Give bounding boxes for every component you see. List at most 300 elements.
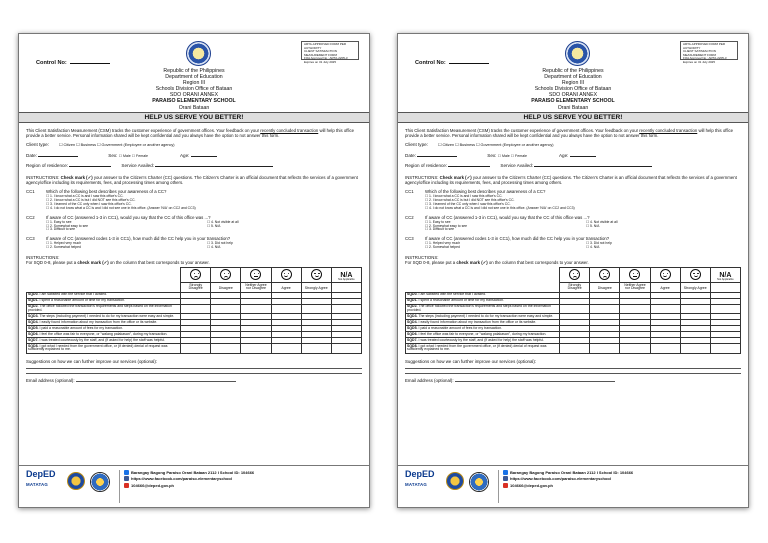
email-icon: [124, 483, 129, 488]
form-header: [405, 38, 741, 112]
date-field[interactable]: [417, 153, 457, 157]
client-type-option: Citizen: [63, 143, 76, 148]
strongly-disagree-header: [181, 268, 211, 283]
cc-option[interactable]: ☐ 4. I do not know what a CC is and I did not see one in this office. (Answer 'N/A' on CC2 and CC3): [425, 205, 575, 210]
sqd-rating-cell[interactable]: [710, 304, 740, 314]
sex-option: Female: [515, 153, 527, 158]
school-address: Barangay Bagong Paraiso Orani Bataan 2112 I School ID: 104666: [510, 470, 634, 475]
very-sad-face-icon: [190, 269, 201, 280]
sqd-text: I got what I needed from the government office, or (if denied) denial of request was sufficiently explained to me.: [28, 343, 168, 352]
sqd-table: [405, 267, 741, 354]
cc-tag: CC2: [26, 214, 35, 220]
sqd-blank-header: [27, 268, 181, 283]
client-type-option: Business: [459, 143, 475, 148]
sqd-code: SQD2.: [407, 304, 418, 309]
sex-option: Female: [136, 153, 148, 158]
location-pin-icon: [124, 470, 129, 475]
banner-title: HELP US SERVE YOU BETTER!: [19, 112, 369, 123]
sqd-row: [406, 344, 741, 354]
sqd-code: SQD6.: [407, 331, 418, 336]
date-sex-age-row: [405, 153, 741, 160]
sqd-rating-cell[interactable]: [620, 344, 650, 354]
sqd-blank-header: [406, 283, 560, 293]
bagong-pilipinas-logo-icon: [67, 472, 85, 490]
sqd-body: [406, 292, 741, 353]
school-contact-info: [119, 470, 254, 503]
region-label: Region of residence:: [26, 163, 69, 169]
control-number-label: Control No:: [36, 60, 67, 66]
na-header: [331, 268, 361, 283]
school-address: Barangay Bagong Paraiso Orani Bataan 2112 I School ID: 104666: [131, 470, 255, 475]
sqd-rating-cell[interactable]: [620, 304, 650, 314]
neutral-face-icon: [629, 269, 640, 280]
sqd-text: I was treated courteously by the staff, and (if asked for help) the staff was helpful.: [418, 337, 545, 342]
sqd-blank-header: [27, 283, 181, 293]
sqd-rating-cell[interactable]: [241, 344, 271, 354]
sqd-instructions-head: INSTRUCTIONS:: [26, 255, 60, 261]
sqd-rating-cell[interactable]: [331, 344, 361, 354]
suggestions-line[interactable]: [26, 369, 362, 374]
intro-text: This Client Satisfaction Measurement (CSM) tracks the customer experience of government offices. Your feedback on your: [26, 128, 261, 133]
cc-option[interactable]: ☐ 4. Not visible at all: [586, 219, 618, 224]
control-number: [415, 60, 489, 66]
facebook-link[interactable]: https://www.facebook.com/paraiso.elementaryschool: [131, 476, 232, 482]
suggestions-section: [26, 359, 362, 383]
cc-question-body: [46, 189, 362, 211]
strongly-disagree-header: [560, 268, 590, 283]
sqd-code: SQD1.: [407, 298, 418, 303]
cc-option[interactable]: ☐ 3. Difficult to see: [425, 227, 454, 232]
cc-tag: CC1: [405, 188, 414, 194]
sqd-rating-cell[interactable]: [590, 344, 620, 354]
header-line: PARAISO ELEMENTARY SCHOOL: [152, 98, 236, 105]
client-type-label: Client type:: [405, 142, 428, 148]
cc-instructions: [26, 175, 362, 185]
cc-instructions-bold: Check mark (✓): [439, 174, 472, 180]
approval-line: FOA Approval No.: ARTA-2205-3: [304, 56, 348, 61]
cc-option[interactable]: ☐ 3. Did not help: [207, 241, 233, 246]
email-label: Email address (optional):: [26, 377, 75, 383]
banner-title: HELP US SERVE YOU BETTER!: [398, 112, 748, 123]
approval-line: FOA Approval No.: ARTA-2205-3: [683, 56, 727, 61]
cc-option[interactable]: ☐ 5. N/A: [207, 223, 221, 228]
school-identification: [26, 68, 362, 111]
cc-instructions-lead: INSTRUCTIONS:: [405, 174, 440, 180]
cc-option[interactable]: ☐ 3. I learned of the CC only when I saw this office's CC.: [46, 201, 132, 206]
facebook-icon: [124, 476, 129, 481]
sex-option: Male: [122, 153, 131, 158]
sqd-instructions: [26, 255, 362, 265]
sqd-face-row: [406, 268, 741, 283]
deped-seal-icon: [186, 41, 211, 66]
approval-line: Expires on 31 July 2025: [304, 59, 337, 64]
sqd-text: The office followed the transaction's requirements and steps based on the information provided.: [407, 304, 551, 313]
sqd-blank-header: [406, 268, 560, 283]
sqd-instructions: [405, 255, 741, 265]
form-footer: [19, 465, 369, 507]
client-type-row: [26, 142, 362, 149]
approval-line: Expires on 31 July 2025: [683, 59, 716, 64]
sqd-code: SQD7.: [407, 337, 418, 342]
service-label: Service Availed:: [121, 163, 155, 169]
cc-option[interactable]: ☐ 4. Not visible at all: [207, 219, 239, 224]
cc-question-text: If aware of CC (answered 1-3 in CC1), would you say that the CC of this office was ...?: [46, 214, 211, 220]
intro-text: will help this office provide a better service. Personal information shared will be kept confidential and you always have the option to not answer this form.: [405, 128, 734, 139]
control-number-line: [70, 63, 110, 64]
sqd-rating-cell[interactable]: [301, 344, 331, 354]
sqd-text: I paid a reasonable amount of fees for my transaction.: [39, 325, 124, 330]
intro-text: will help this office provide a better service. Personal information shared will be kept confidential and you always have the option to not answer this form.: [26, 128, 355, 139]
bagong-pilipinas-logo-icon: [446, 472, 464, 490]
header-line: Orani Bataan: [178, 104, 210, 111]
suggestions-line[interactable]: [405, 369, 741, 374]
sqd-row: [406, 304, 741, 314]
region-field[interactable]: [448, 163, 490, 167]
cc-option[interactable]: ☐ 3. I learned of the CC only when I saw this office's CC.: [425, 201, 511, 206]
client-type-option: Government (Employee or another agency): [480, 143, 554, 148]
sad-face-icon: [599, 269, 610, 280]
na-note: Not Applicable: [338, 277, 355, 281]
suggestions-section: [405, 359, 741, 383]
sqd-rating-cell[interactable]: [650, 304, 680, 314]
cc-option[interactable]: ☐ 2. I know what a CC is but I did NOT see this office's CC.: [46, 197, 136, 202]
na-label: N/A: [340, 271, 353, 279]
sqd-rating-cell[interactable]: [181, 304, 211, 314]
cc-question: [26, 189, 362, 211]
cc-question-text: If aware of CC (answered 1-3 in CC1), would you say that the CC of this office was ...?: [425, 214, 590, 220]
sqd-code: SQD1.: [28, 298, 39, 303]
rating-label: Disagree: [211, 283, 241, 293]
cc-option: [207, 228, 362, 232]
sqd-text: I am satisfied with the service that I availed.: [418, 292, 487, 297]
header-line: Orani Bataan: [557, 104, 589, 111]
agree-header: [271, 268, 301, 283]
intro-underlined: recently concluded transaction: [639, 128, 698, 133]
approval-line: ARTA-APPROVED FORM PER AUTHORITY: [683, 42, 726, 50]
sqd-label-row: [406, 283, 741, 293]
rating-label: Strongly Agree: [680, 283, 710, 293]
sqd-code: SQD8.: [28, 343, 39, 348]
neutral-header: [620, 268, 650, 283]
cc-question-text: Which of the following best describes your awareness of a CC?: [425, 188, 546, 194]
sqd-rating-cell[interactable]: [560, 304, 590, 314]
sqd-instructions-text: on the column that best corresponds to your answer.: [108, 260, 210, 266]
facebook-link[interactable]: https://www.facebook.com/paraiso.elementaryschool: [510, 476, 611, 482]
header-line: SDO ORANI ANNEX: [548, 92, 598, 99]
approval-line: CLIENT SATISFACTION MEASUREMENT FORM: [304, 49, 337, 57]
sqd-rating-cell[interactable]: [271, 304, 301, 314]
sqd-code: SQD6.: [28, 331, 39, 336]
sqd-text: I was treated courteously by the staff, and (if asked for help) the staff was helpful.: [39, 337, 166, 342]
cc-option[interactable]: ☐ 1. I know what a CC is and I saw this office's CC.: [425, 193, 503, 198]
sqd-instructions-lead: For SQD 0-8, please put a: [26, 260, 78, 266]
header-line: Schools Division Office of Bataan: [155, 86, 233, 93]
location-pin-icon: [503, 470, 508, 475]
cc-option[interactable]: ☐ 4. I do not know what a CC is and I did not see one in this office. (Answer 'N/A' on CC2 and CC3): [46, 205, 196, 210]
cc-instructions: [405, 175, 741, 185]
sad-face-icon: [220, 269, 231, 280]
rating-label: Strongly Disagree: [181, 283, 211, 293]
sqd-rating-cell[interactable]: [271, 344, 301, 354]
sqd-rating-cell[interactable]: [241, 304, 271, 314]
cc-option: [586, 228, 741, 232]
sqd-instructions-bold: check mark (✓): [456, 260, 488, 266]
sqd-face-row: [27, 268, 362, 283]
cc-instructions-lead: INSTRUCTIONS:: [26, 174, 61, 180]
sqd-code: SQD5.: [407, 325, 418, 330]
control-number-line: [449, 63, 489, 64]
age-label: Age:: [558, 152, 569, 158]
cc-question: [405, 189, 741, 211]
disagree-header: [590, 268, 620, 283]
cc-option[interactable]: ☐ 1. Helped very much: [425, 241, 461, 246]
sqd-code: SQD4.: [407, 319, 418, 324]
school-seal-icon: [90, 472, 110, 492]
client-type-row: [405, 142, 741, 149]
sqd-rating-cell[interactable]: [301, 304, 331, 314]
neutral-header: [241, 268, 271, 283]
approval-line: CLIENT SATISFACTION MEASUREMENT FORM: [683, 49, 716, 57]
cc-options: [46, 242, 362, 250]
client-type-option: Citizen: [442, 143, 455, 148]
service-field[interactable]: [534, 163, 652, 167]
na-header: [710, 268, 740, 283]
school-email[interactable]: 104666@deped.gov.ph: [131, 482, 174, 488]
na-label-cell: [331, 283, 361, 293]
sqd-rating-cell[interactable]: [590, 304, 620, 314]
header-line: Schools Division Office of Bataan: [534, 86, 612, 93]
sqd-text: I am satisfied with the service that I availed.: [39, 292, 108, 297]
sqd-row: [27, 304, 362, 314]
header-line: Republic of the Philippines: [542, 68, 604, 74]
cc-question-text: If aware of CC (answered codes 1-3 in CC1), how much did the CC help you in your transaction?: [46, 236, 231, 242]
cc-question: [26, 215, 362, 233]
region-label: Region of residence:: [405, 163, 448, 169]
sqd-rating-cell[interactable]: [181, 344, 211, 354]
rating-label: Strongly Agree: [301, 283, 331, 293]
deped-matatag-logo: [26, 470, 62, 503]
rating-label: Neither Agree nor Disagree: [620, 283, 650, 293]
form-footer: [398, 465, 748, 507]
cc-questions: [26, 189, 362, 250]
sqd-text: The steps (including payment) I needed to do for my transaction were easy and simple.: [39, 313, 175, 318]
sqd-code: SQD4.: [28, 319, 39, 324]
date-sex-age-row: [26, 153, 362, 160]
service-field[interactable]: [155, 163, 273, 167]
cc-tag: CC2: [405, 214, 414, 220]
age-field[interactable]: [570, 153, 596, 157]
sex-label: Sex:: [108, 152, 118, 158]
cc-options: [46, 221, 362, 233]
approval-line: ARTA-APPROVED FORM PER AUTHORITY: [304, 42, 347, 50]
sqd-text: I easily found information about my transaction from the office or its website.: [418, 319, 537, 324]
sqd-code: SQD2.: [28, 304, 39, 309]
sqd-text: I spent a reasonable amount of time for my transaction.: [418, 298, 505, 303]
deped-logo-text: DepED: [405, 469, 435, 479]
cc-options: [425, 195, 741, 211]
cc-option[interactable]: ☐ 1. Easy to see: [46, 219, 72, 224]
sqd-text: I feel the office was fair to everyone, or "walang palakasan", during my transaction.: [39, 331, 168, 336]
email-icon: [503, 483, 508, 488]
sqd-statement: [406, 304, 560, 314]
rating-label: Neither Agree nor Disagree: [241, 283, 271, 293]
sqd-text: I easily found information about my transaction from the office or its website.: [39, 319, 158, 324]
cc-tag: CC3: [26, 236, 35, 242]
cc-options: [46, 195, 362, 211]
header-line: Department of Education: [165, 74, 223, 81]
cc-option[interactable]: ☐ 4. N/A: [586, 245, 600, 250]
cc-question-body: [425, 189, 741, 211]
email-field[interactable]: [455, 378, 615, 382]
client-type-option: Business: [80, 143, 96, 148]
sqd-code: SQD0.: [407, 292, 418, 297]
sqd-code: SQD3.: [28, 313, 39, 318]
cc-tag: CC3: [405, 236, 414, 242]
sqd-rating-cell[interactable]: [331, 304, 361, 314]
na-note: Not Applicable: [717, 277, 734, 281]
cc-question-body: [425, 215, 741, 233]
sqd-code: SQD0.: [28, 292, 39, 297]
control-number-label: Control No:: [415, 60, 446, 66]
region-field[interactable]: [69, 163, 111, 167]
sqd-rating-cell[interactable]: [211, 344, 241, 354]
sqd-table: [26, 267, 362, 354]
sex-label: Sex:: [487, 152, 497, 158]
school-email[interactable]: 104666@deped.gov.ph: [510, 482, 553, 488]
sqd-code: SQD8.: [407, 343, 418, 348]
strongly-agree-header: [301, 268, 331, 283]
rating-label: Strongly Disagree: [560, 283, 590, 293]
sqd-text: I paid a reasonable amount of fees for my transaction.: [418, 325, 503, 330]
date-label: Date:: [26, 152, 37, 158]
deped-matatag-logo: [405, 470, 441, 503]
intro-paragraph: [26, 128, 362, 138]
sqd-statement: [27, 304, 181, 314]
header-line: SDO ORANI ANNEX: [169, 92, 219, 99]
sqd-text: I spent a reasonable amount of time for my transaction.: [39, 298, 126, 303]
sqd-instructions-head: INSTRUCTIONS:: [405, 255, 439, 261]
date-label: Date:: [405, 152, 416, 158]
sqd-rating-cell[interactable]: [650, 344, 680, 354]
sqd-rating-cell[interactable]: [560, 344, 590, 354]
sqd-rating-cell[interactable]: [680, 304, 710, 314]
date-field[interactable]: [38, 153, 78, 157]
sqd-body: [27, 292, 362, 353]
disagree-header: [211, 268, 241, 283]
cc-option[interactable]: ☐ 5. N/A: [586, 223, 600, 228]
sqd-label-row: [27, 283, 362, 293]
sqd-rating-cell[interactable]: [680, 344, 710, 354]
cc-instructions-bold: Check mark (✓): [60, 174, 93, 180]
sqd-instructions-text: on the column that best corresponds to your answer.: [487, 260, 589, 266]
cc-option[interactable]: ☐ 2. Somewhat helped: [46, 245, 81, 250]
cc-option[interactable]: ☐ 1. I know what a CC is and I saw this office's CC.: [46, 193, 124, 198]
suggestions-label: Suggestions on how we can further improve our services (optional):: [405, 358, 537, 364]
cc-question-body: [425, 236, 741, 250]
matatag-logo-text: MATATAG: [405, 482, 428, 487]
na-label: N/A: [719, 271, 732, 279]
email-label: Email address (optional):: [405, 377, 454, 383]
age-field[interactable]: [191, 153, 217, 157]
matatag-logo-text: MATATAG: [26, 482, 49, 487]
header-line: Republic of the Philippines: [163, 68, 225, 74]
header-line: Department of Education: [544, 74, 602, 81]
header-line: Region III: [182, 80, 206, 87]
cc-option[interactable]: ☐ 3. Difficult to see: [46, 227, 75, 232]
control-number: [36, 60, 110, 66]
school-seal-icon: [469, 472, 489, 492]
header-line: PARAISO ELEMENTARY SCHOOL: [531, 98, 615, 105]
cc-questions: [405, 189, 741, 250]
cc-option[interactable]: ☐ 2. Somewhat easy to see: [425, 223, 468, 228]
school-identification: [405, 68, 741, 111]
client-type-options[interactable]: ☐ Citizen ☐ Business ☐ Government (Employee or another agency): [58, 143, 175, 148]
age-label: Age:: [179, 152, 190, 158]
cc-instructions-text: your answer to the Citizen's Charter (CC) questions. The Citizen's Charter is an official document that reflects the services of a government agency/office including its requirements, fees, and processing times among others.: [405, 174, 737, 185]
cc-option[interactable]: ☐ 1. Helped very much: [46, 241, 82, 246]
form-page-right: [397, 33, 749, 508]
cc-option[interactable]: ☐ 4. N/A: [207, 245, 221, 250]
cc-question: [405, 236, 741, 250]
cc-option[interactable]: ☐ 2. Somewhat helped: [425, 245, 460, 250]
deped-seal-icon: [565, 41, 590, 66]
intro-text: This Client Satisfaction Measurement (CSM) tracks the customer experience of government offices. Your feedback on your: [405, 128, 640, 133]
sex-options[interactable]: ☐ Male ☐ Female: [118, 153, 148, 158]
rating-label: Agree: [271, 283, 301, 293]
service-label: Service Availed:: [500, 163, 534, 169]
cc-option[interactable]: ☐ 2. I know what a CC is but I did NOT see this office's CC.: [425, 197, 515, 202]
cc-instructions-text: your answer to the Citizen's Charter (CC) questions. The Citizen's Charter is an official document that reflects the services of a government agency/office including its requirements, fees, and processing times among others.: [26, 174, 358, 185]
cc-question-text: Which of the following best describes your awareness of a CC?: [46, 188, 167, 194]
big-smile-face-icon: [690, 269, 701, 280]
sqd-instructions-bold: check mark (✓): [77, 260, 109, 266]
sqd-code: SQD3.: [407, 313, 418, 318]
suggestions-label: Suggestions on how we can further improve our services (optional):: [26, 358, 158, 364]
sqd-rating-cell[interactable]: [710, 344, 740, 354]
sex-option: Male: [501, 153, 510, 158]
sqd-statement: [27, 344, 181, 354]
strongly-agree-header: [680, 268, 710, 283]
cc-option[interactable]: ☐ 3. Did not help: [586, 241, 612, 246]
sqd-text: I got what I needed from the government office, or (if denied) denial of request was sufficiently explained to me.: [407, 343, 547, 352]
cc-question: [26, 236, 362, 250]
agree-header: [650, 268, 680, 283]
cc-option[interactable]: ☐ 2. Somewhat easy to see: [46, 223, 89, 228]
big-smile-face-icon: [311, 269, 322, 280]
intro-paragraph: [405, 128, 741, 138]
client-type-option: Government (Employee or another agency): [101, 143, 175, 148]
email-field[interactable]: [76, 378, 236, 382]
client-type-options[interactable]: ☐ Citizen ☐ Business ☐ Government (Employee or another agency): [437, 143, 554, 148]
school-contact-info: [498, 470, 633, 503]
cc-question-body: [46, 215, 362, 233]
cc-option[interactable]: ☐ 1. Easy to see: [425, 219, 451, 224]
intro-underlined: recently concluded transaction: [260, 128, 319, 133]
sqd-instructions-lead: For SQD 0-8, please put a: [405, 260, 457, 266]
sqd-text: I feel the office was fair to everyone, or "walang palakasan", during my transaction.: [418, 331, 547, 336]
facebook-icon: [503, 476, 508, 481]
sqd-code: SQD5.: [28, 325, 39, 330]
sex-options[interactable]: ☐ Male ☐ Female: [497, 153, 527, 158]
sqd-statement: [406, 344, 560, 354]
sqd-rating-cell[interactable]: [211, 304, 241, 314]
sqd-code: SQD7.: [28, 337, 39, 342]
rating-label: Agree: [650, 283, 680, 293]
cc-tag: CC1: [26, 188, 35, 194]
region-service-row: [26, 163, 362, 169]
region-service-row: [405, 163, 741, 169]
arta-approval-box: [680, 41, 738, 64]
